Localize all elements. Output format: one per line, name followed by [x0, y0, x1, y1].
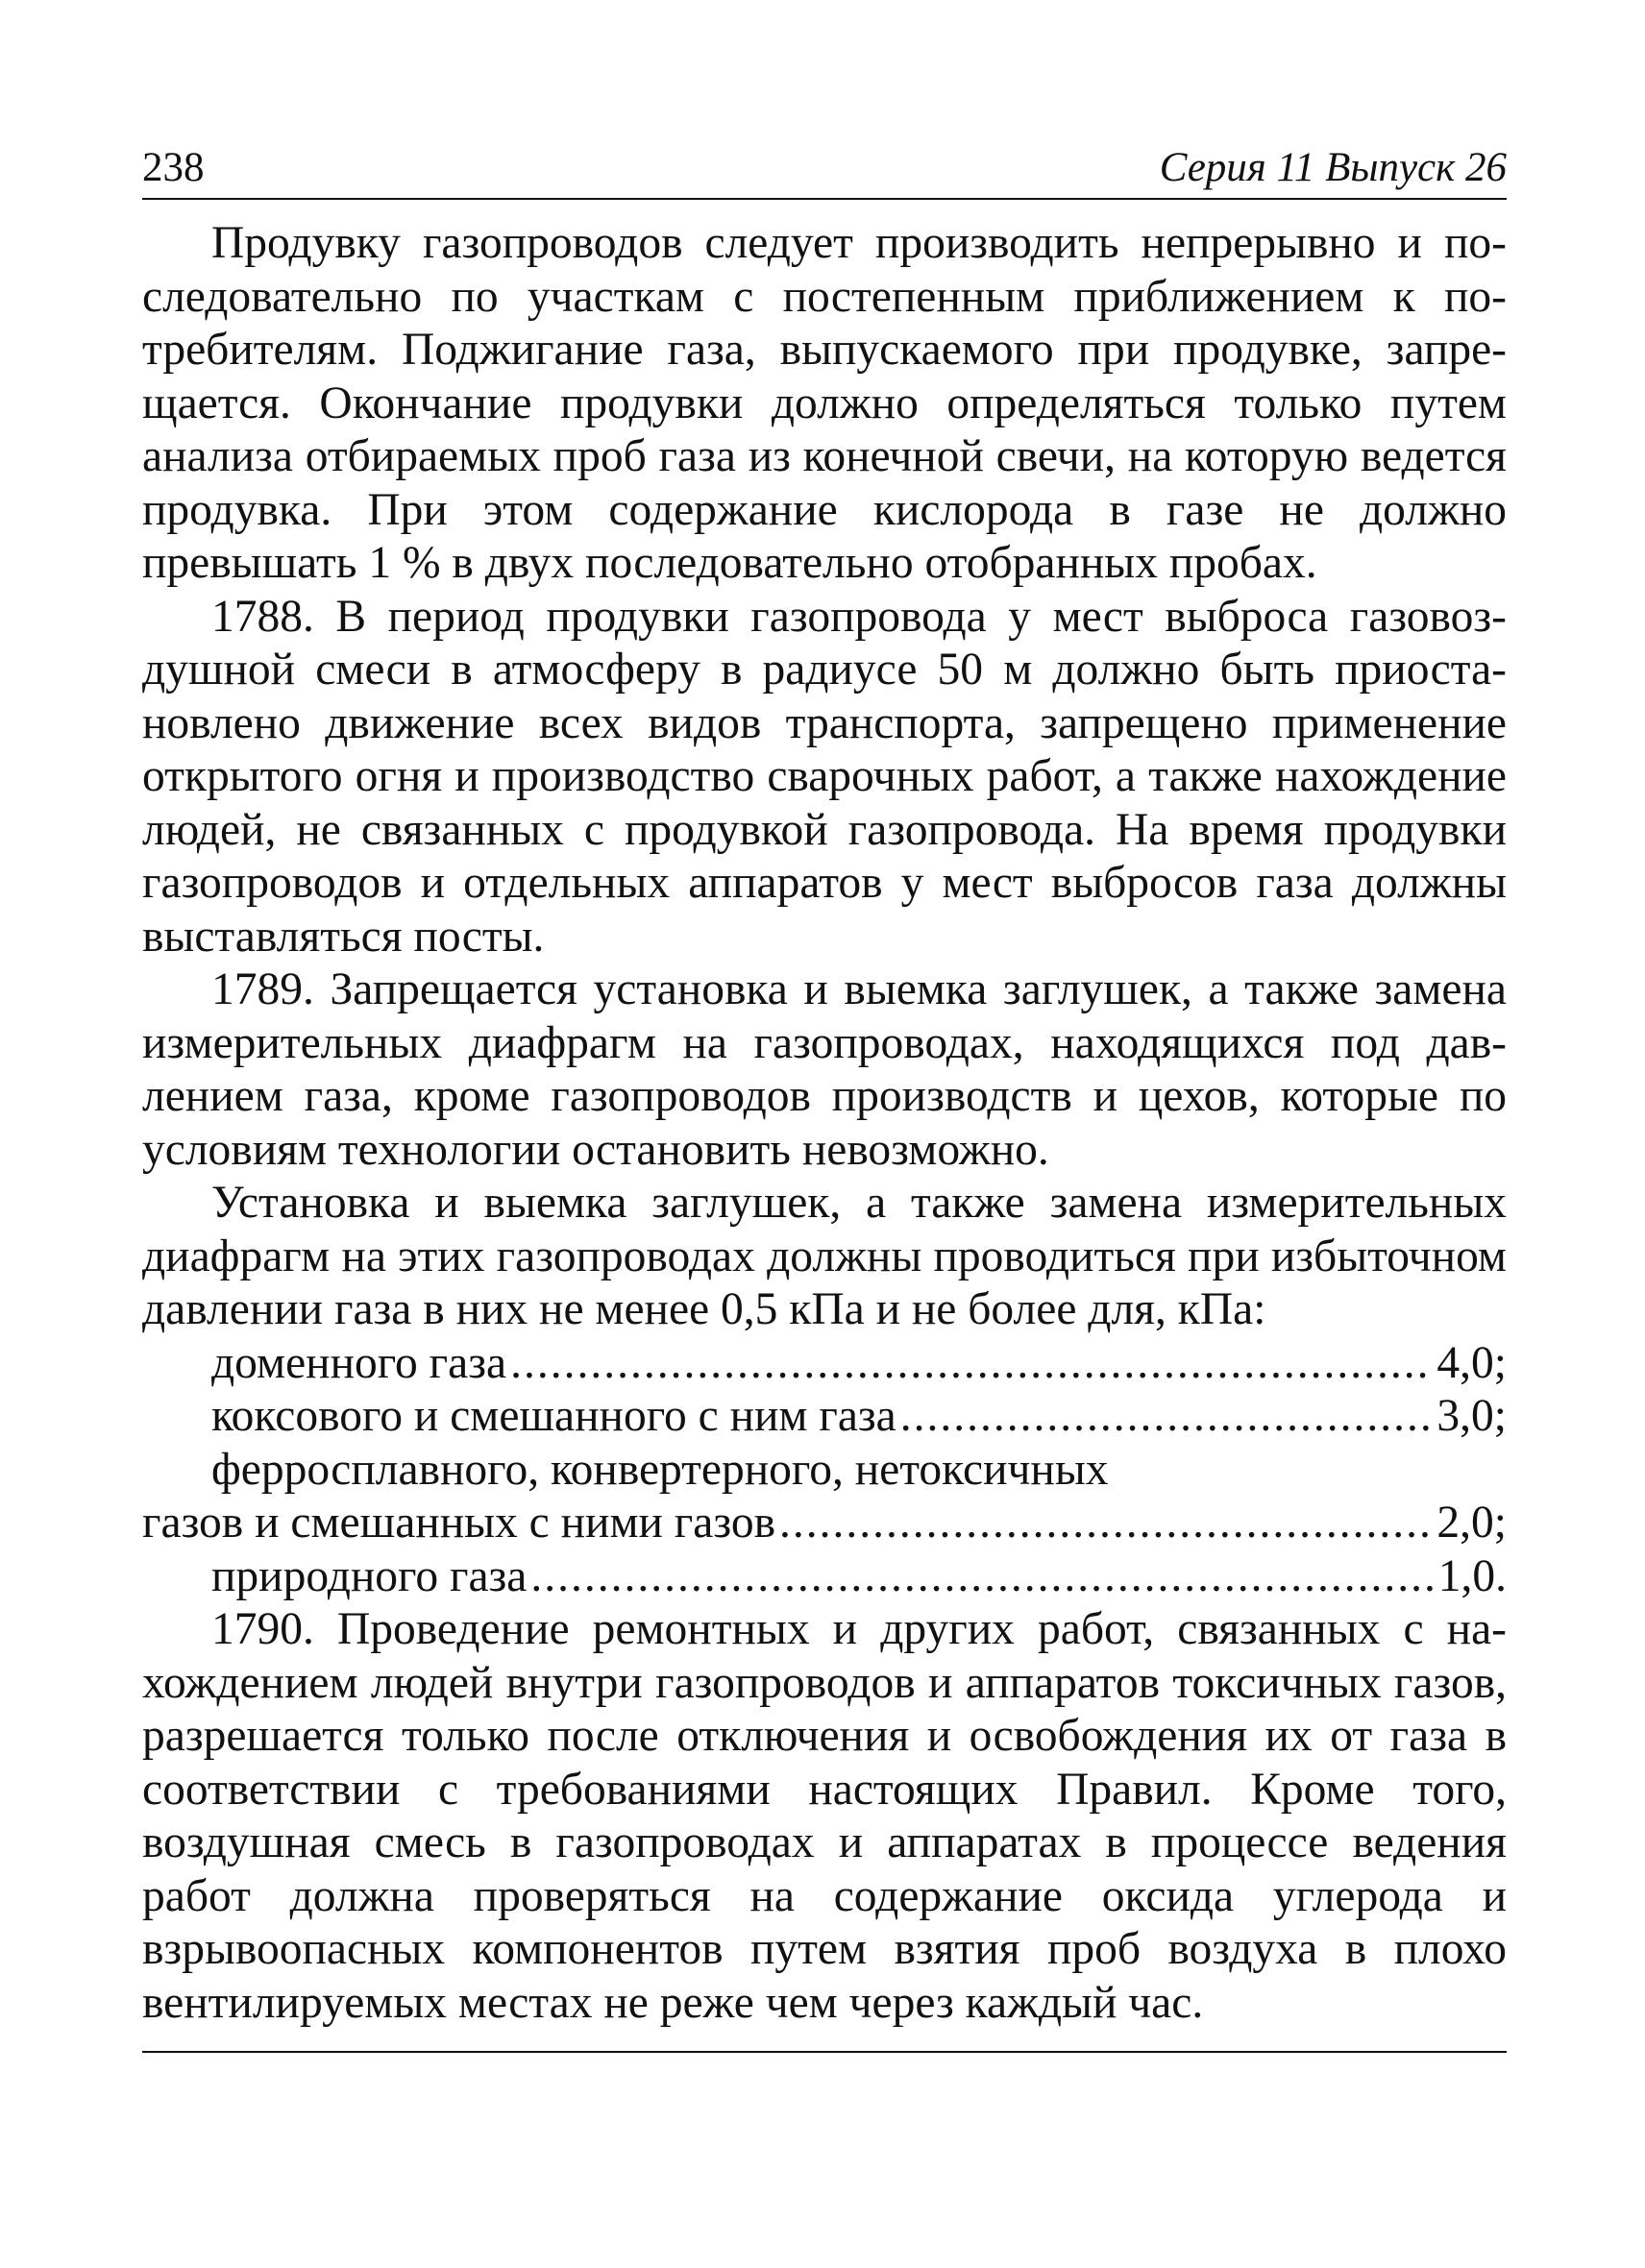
- page-number: 238: [142, 145, 205, 190]
- paragraph-1788: 1788. В период продувки газопровода у мест выброса газовоздушной смеси в атмосферу в радиусе 50 м должно быть приостановлено движение всех видов транспорта, запрещено применение открытого огня и производство сварочных работ, а также нахождение людей, не связанных с продувкой газопровода. На время продувки газопроводов и отдельных аппаратов у мест выбросов газа должны выставляться посты.: [142, 591, 1507, 962]
- pressure-row-ferroalloy: [142, 1497, 1507, 1550]
- pressure-row-ferroalloy-line1: ферросплавного, конвертерного, нетоксичных: [211, 1444, 1109, 1495]
- pressure-label: газов и смешанных с ними газов: [142, 1498, 776, 1548]
- running-head: [142, 144, 1507, 200]
- paragraph-purge: Продувку газопроводов следует производить непрерывно и последовательно по участкам с постепенным приближением к потребителям. Поджигание газа, выпускаемого при продувке, запрещается. Окончание продувки должно определяться только путем анализа отбираемых проб газа из конечной свечи, на которую ведется продувка. При этом содержание кислорода в газе не должно превышать 1 % в двух последовательно отобранных пробах.: [142, 218, 1507, 588]
- pressure-value: 2,0;: [1436, 1498, 1507, 1548]
- paragraph-1790: 1790. Проведение ремонтных и других работ, связанных с нахождением людей внутри газопроводов и аппаратов токсичных газов, разрешается только после отключения и освобождения их от газа в соответствии с требованиями настоящих Правил. Кроме того, воздушная смесь в газопроводах и аппаратах в процессе ведения работ должна проверяться на содержание оксида углерода и взрывоопасных компонентов путем взятия проб воздуха в плохо вентилируемых местах не реже чем через каждый час.: [142, 1604, 1507, 2028]
- paragraph-1789: 1789. Запрещается установка и выемка заглушек, а также замена измерительных диафрагм на газопроводах, находящихся под давлением газа, кроме газопроводов производств и цехов, которые по условиям технологии остановить невозможно.: [142, 964, 1507, 1175]
- pressure-label: доменного газа: [211, 1337, 507, 1388]
- pressure-value: 4,0;: [1436, 1337, 1507, 1388]
- pressure-label: коксового и смешанного с ним газа: [211, 1391, 896, 1441]
- dot-leader: [900, 1390, 1434, 1444]
- pressure-label: природного газа: [211, 1550, 528, 1601]
- series-issue: Серия 11 Выпуск 26: [1159, 145, 1507, 190]
- dot-leader: [530, 1550, 1434, 1604]
- dot-leader: [779, 1497, 1433, 1550]
- pressure-row-natural: [142, 1550, 1507, 1604]
- pressure-row-blast-furnace: [142, 1337, 1507, 1391]
- dot-leader: [510, 1337, 1433, 1391]
- pressure-value: 1,0.: [1437, 1550, 1507, 1601]
- pressure-value: 3,0;: [1436, 1391, 1507, 1441]
- pressure-row-coke: [142, 1390, 1507, 1444]
- bottom-rule: [142, 2051, 1507, 2053]
- paragraph-1789-pressure: Установка и выемка заглушек, а также замена измерительных диафрагм на этих газопроводах должны проводиться при избыточном давлении газа в них не менее 0,5 кПа и не более для, кПа:: [142, 1178, 1507, 1334]
- body-text: [142, 217, 1507, 2030]
- document-page: [142, 144, 1507, 2053]
